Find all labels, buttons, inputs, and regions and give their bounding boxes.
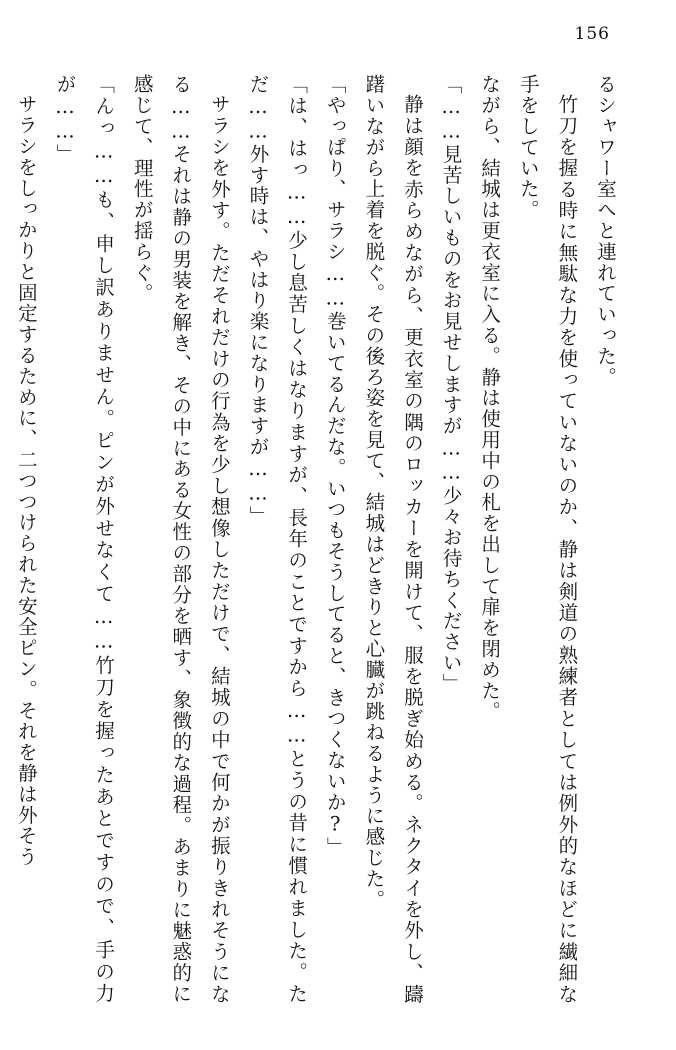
paragraph: 「は、はっ……少し息苦しくはなりますが、長年のことですから……とうの昔に慣れました。ただ……外す時は、やはり楽になりますが……」 [246, 74, 309, 1004]
paragraph: 静は顔を赤らめながら、更衣室の隅のロッカーを開けて、服を脱ぎ始める。ネクタイを外し、躊躇いながら上着を脱ぐ。その後ろ姿を見て、結城はどきりと心臓が跳ねるように感じた。 [362, 74, 424, 1004]
paragraph: 「……見苦しいものをお見せしますが……少々お待ちください」 [439, 74, 463, 695]
paragraph: サラシを外す。ただそれだけの行為を少し想像しただけで、結城の中で何かが振りきれそうになる……それは静の男装を解き、その中にある女性の部分を晒す、象徴的な過程。あまりに魅惑的に感じて、理性が揺らぐ。 [130, 74, 231, 1004]
paragraph: 「やっぱり、サラシ……巻いてるんだな。いつもそうしてると、きつくないか?」 [323, 74, 347, 858]
vertical-text-body [14, 74, 624, 1004]
page-number: 156 [574, 24, 610, 44]
paragraph: ながら、結城は更衣室に入る。静は使用中の札を出して扉を閉めた。 [478, 74, 502, 722]
paragraph: サラシをしっかりと固定するために、二つつけられた安全ピン。それを静は外そう [14, 93, 38, 867]
paragraph: るシャワー室へと連れていった。 [594, 74, 617, 388]
paragraph: 竹刀を握る時に無駄な力を使っていないのか、静は剣道の熟練者としては例外的なほどに繊細な手をしていた。 [516, 74, 579, 1004]
paragraph: 「んっ……も、申し訳ありません。ピンが外せなくて……竹刀を握ったあとですので、手の力が……」 [53, 74, 116, 1004]
